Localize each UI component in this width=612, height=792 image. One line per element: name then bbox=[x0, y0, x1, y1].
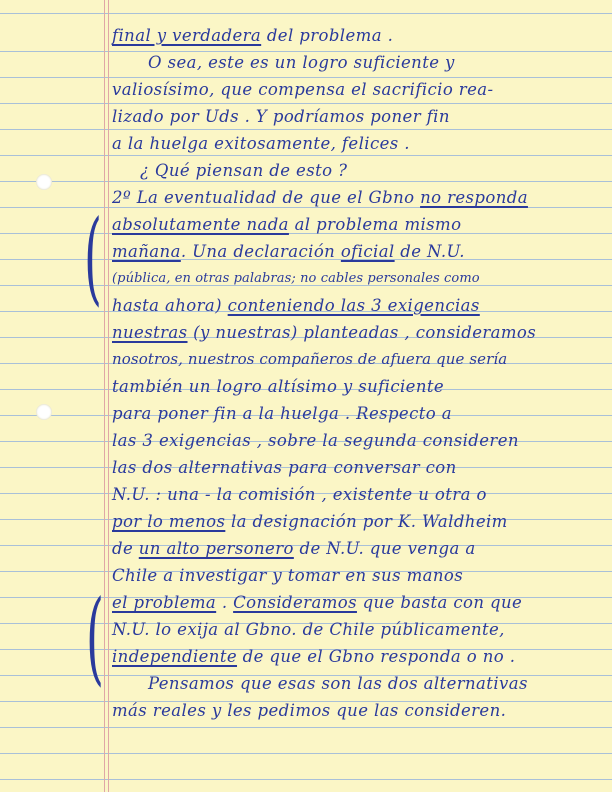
text-line bbox=[112, 134, 410, 153]
text-segment: N.U. lo exija al Gbno. de Chile públicamente, bbox=[112, 620, 505, 639]
text-segment: N.U. : una - la comisión , existente u otra o bbox=[112, 485, 487, 504]
text-line bbox=[112, 404, 452, 423]
text-segment: . Una declaración bbox=[180, 242, 341, 261]
text-segment: valiosísimo, que compensa el sacrificio rea- bbox=[112, 80, 494, 99]
text-line bbox=[148, 674, 528, 693]
text-segment: hasta ahora) bbox=[112, 296, 228, 315]
text-segment: (pública, en otras palabras; no cables personales como bbox=[112, 271, 480, 286]
margin-bracket-mark: ( bbox=[86, 577, 104, 697]
text-line bbox=[112, 485, 487, 504]
text-line bbox=[112, 647, 515, 666]
text-segment: . bbox=[216, 593, 234, 612]
text-line bbox=[112, 512, 508, 531]
text-segment: de N.U. bbox=[394, 242, 465, 261]
underlined-phrase: final y verdadera bbox=[112, 26, 262, 45]
underlined-phrase: independiente bbox=[112, 647, 238, 666]
text-segment: más reales y les pedimos que las consideren. bbox=[112, 701, 507, 720]
underlined-phrase: el problema bbox=[112, 593, 217, 612]
text-segment: de N.U. que venga a bbox=[293, 539, 476, 558]
text-line bbox=[112, 242, 465, 261]
text-segment: del problema . bbox=[261, 26, 394, 45]
text-segment: las 3 exigencias , sobre la segunda consideren bbox=[112, 431, 519, 450]
text-line bbox=[112, 271, 480, 286]
text-line bbox=[112, 296, 480, 315]
underlined-phrase: absolutamente nada bbox=[112, 215, 289, 234]
text-segment: de que el Gbno responda o no . bbox=[237, 647, 516, 666]
underlined-phrase: conteniendo las 3 exigencias bbox=[227, 296, 480, 315]
text-line bbox=[112, 620, 505, 639]
text-segment: para poner fin a la huelga . Respecto a bbox=[112, 404, 452, 423]
text-segment: 2º La eventualidad de que el Gbno bbox=[112, 188, 421, 207]
margin-bracket-mark: ( bbox=[84, 197, 102, 317]
text-segment: las dos alternativas para conversar con bbox=[112, 458, 457, 477]
text-line bbox=[112, 377, 444, 396]
text-line bbox=[112, 458, 457, 477]
text-line bbox=[112, 566, 463, 585]
underlined-phrase: Consideramos bbox=[233, 593, 357, 612]
underlined-phrase: no responda bbox=[420, 188, 528, 207]
text-line bbox=[148, 53, 455, 72]
text-line bbox=[140, 161, 347, 180]
text-line bbox=[112, 431, 519, 450]
text-line bbox=[112, 593, 522, 612]
text-line bbox=[112, 188, 528, 207]
text-line bbox=[112, 701, 506, 720]
text-line bbox=[112, 350, 507, 368]
underlined-phrase: un alto personero bbox=[138, 539, 294, 558]
text-line bbox=[112, 215, 461, 234]
text-segment: O sea, este es un logro suficiente y bbox=[148, 53, 455, 72]
text-segment: Pensamos que esas son las dos alternativas bbox=[148, 674, 528, 693]
text-line bbox=[112, 26, 393, 45]
text-line bbox=[112, 107, 450, 126]
text-segment: la designación por K. Waldheim bbox=[225, 512, 508, 531]
text-line bbox=[112, 80, 493, 99]
text-segment: al problema mismo bbox=[288, 215, 462, 234]
text-segment: también un logro altísimo y suficiente bbox=[112, 377, 445, 396]
text-line bbox=[112, 323, 536, 342]
text-segment: ¿ Qué piensan de esto ? bbox=[140, 161, 348, 180]
text-segment: de bbox=[112, 539, 139, 558]
text-line bbox=[112, 539, 476, 558]
underlined-phrase: por lo menos bbox=[112, 512, 226, 531]
underlined-phrase: nuestras bbox=[112, 323, 188, 342]
text-segment: (y nuestras) planteadas , consideramos bbox=[187, 323, 537, 342]
underlined-phrase: mañana bbox=[112, 242, 181, 261]
text-segment: nosotros, nuestros compañeros de afuera que sería bbox=[112, 350, 508, 368]
text-segment: a la huelga exitosamente, felices . bbox=[112, 134, 410, 153]
text-segment: Chile a investigar y tomar en sus manos bbox=[112, 566, 464, 585]
underlined-phrase: oficial bbox=[340, 242, 395, 261]
text-segment: lizado por Uds . Y podríamos poner fin bbox=[112, 107, 450, 126]
text-segment: que basta con que bbox=[356, 593, 523, 612]
